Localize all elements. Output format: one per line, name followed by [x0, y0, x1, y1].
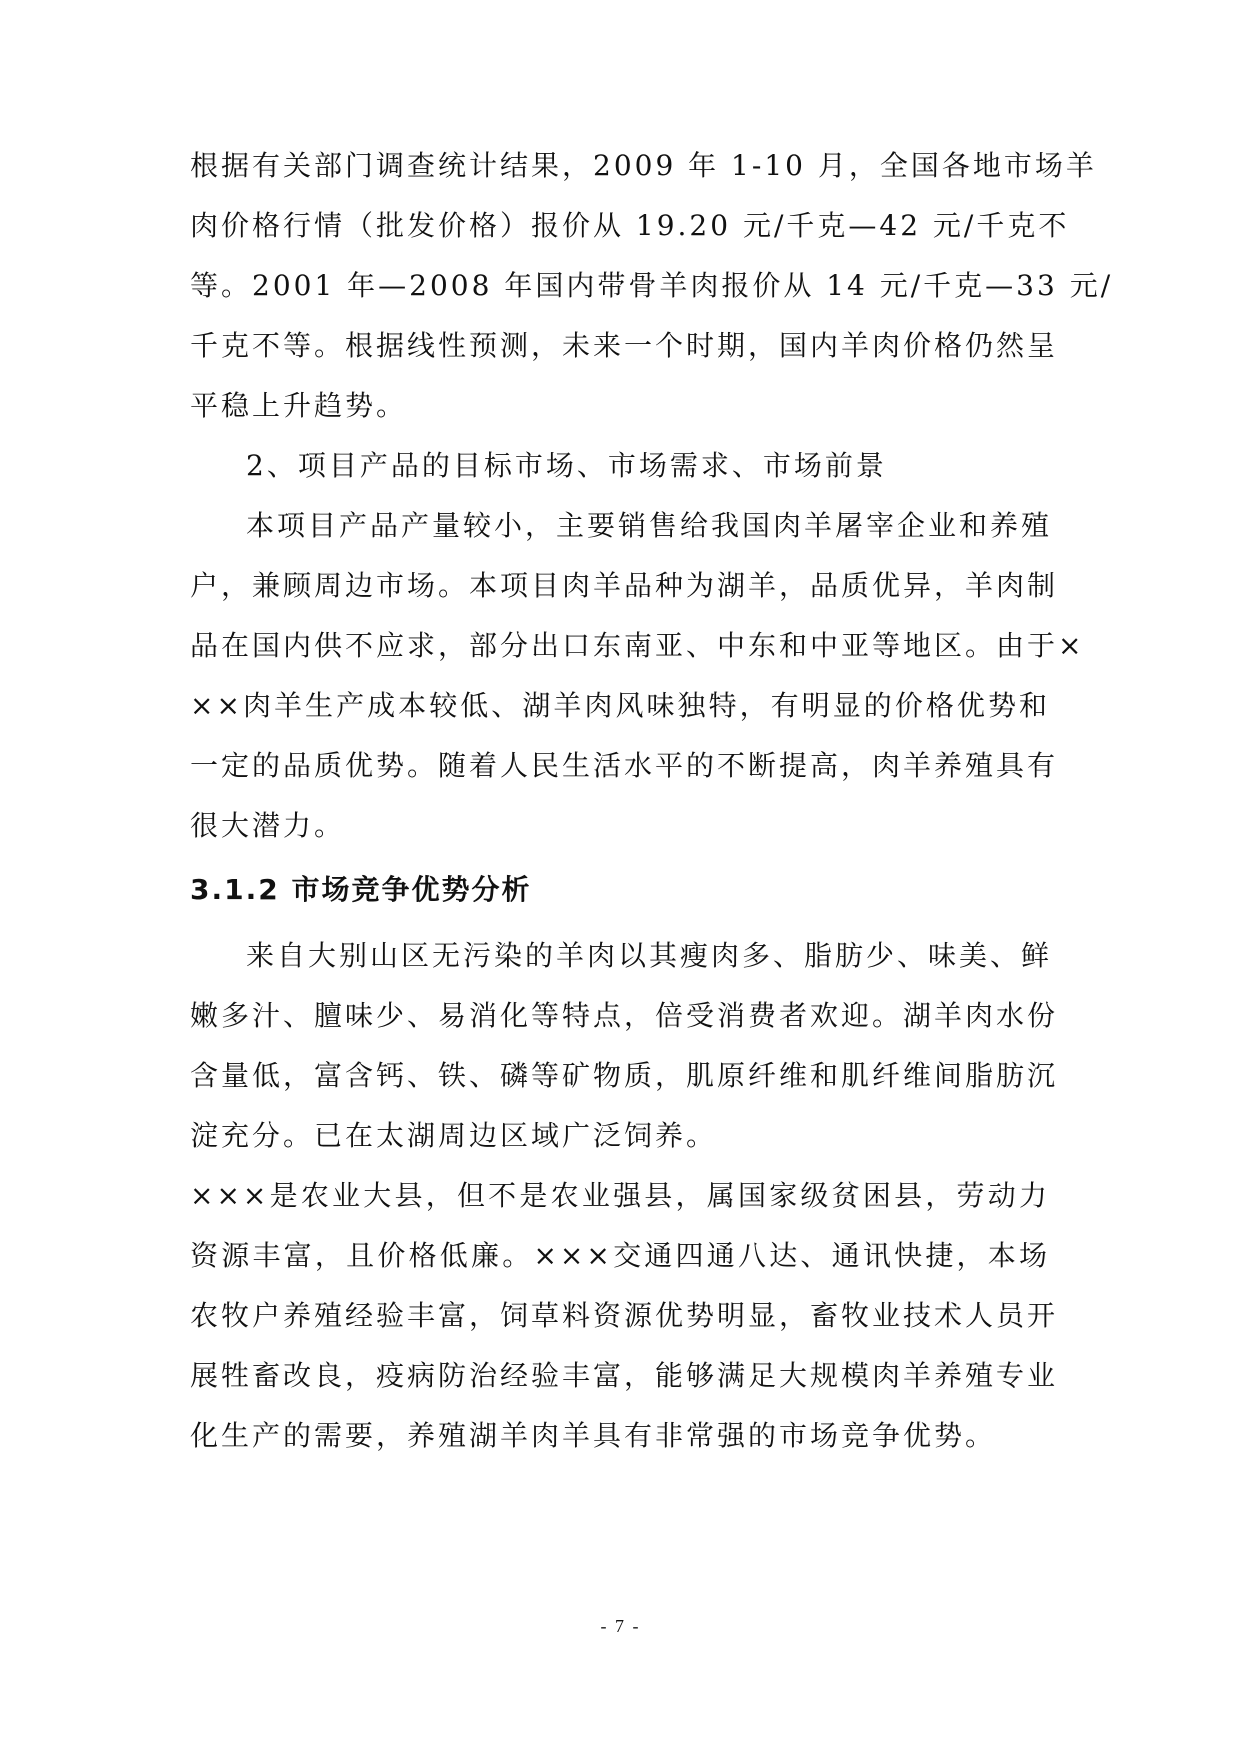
paragraph-line: 千克不等。根据线性预测，未来一个时期，国内羊肉价格仍然呈 — [190, 329, 1059, 362]
paragraph-line: 肉价格行情（批发价格）报价从 19.20 元/千克—42 元/千克不 — [190, 209, 1070, 242]
paragraph-line: 等。2001 年—2008 年国内带骨羊肉报价从 14 元/千克—33 元/ — [190, 269, 1114, 302]
paragraph-line: 嫩多汁、膻味少、易消化等特点，倍受消费者欢迎。湖羊肉水份 — [190, 999, 1059, 1032]
paragraph-line: 户，兼顾周边市场。本项目肉羊品种为湖羊，品质优异，羊肉制 — [190, 569, 1059, 602]
section-heading: 3.1.2 市场竞争优势分析 — [190, 873, 532, 906]
paragraph-line: 平稳上升趋势。 — [190, 389, 408, 422]
subsection-title: 2、项目产品的目标市场、市场需求、市场前景 — [246, 449, 887, 482]
paragraph-line: 资源丰富，且价格低廉。×××交通四通八达、通讯快捷，本场 — [190, 1239, 1050, 1272]
paragraph-line: ×××是农业大县，但不是农业强县，属国家级贫困县，劳动力 — [190, 1179, 1050, 1212]
paragraph-line: 农牧户养殖经验丰富，饲草料资源优势明显，畜牧业技术人员开 — [190, 1299, 1059, 1332]
paragraph-line: 品在国内供不应求，部分出口东南亚、中东和中亚等地区。由于× — [190, 629, 1085, 662]
paragraph-line: 本项目产品产量较小，主要销售给我国肉羊屠宰企业和养殖 — [246, 509, 1053, 542]
paragraph-line: 根据有关部门调查统计结果，2009 年 1-10 月，全国各地市场羊 — [190, 149, 1097, 182]
page-number: - 7 - — [600, 1616, 641, 1636]
paragraph-line: 淀充分。已在太湖周边区域广泛饲养。 — [190, 1119, 718, 1152]
paragraph-line: 展牲畜改良，疫病防治经验丰富，能够满足大规模肉羊养殖专业 — [190, 1359, 1059, 1392]
paragraph-line: 很大潜力。 — [190, 809, 346, 842]
paragraph-line: 化生产的需要，养殖湖羊肉羊具有非常强的市场竞争优势。 — [190, 1419, 997, 1452]
paragraph-line: 一定的品质优势。随着人民生活水平的不断提高，肉羊养殖具有 — [190, 749, 1059, 782]
paragraph-line: 含量低，富含钙、铁、磷等矿物质，肌原纤维和肌纤维间脂肪沉 — [190, 1059, 1059, 1092]
paragraph-line: ××肉羊生产成本较低、湖羊肉风味独特，有明显的价格优势和 — [190, 689, 1050, 722]
paragraph-line: 来自大别山区无污染的羊肉以其瘦肉多、脂肪少、味美、鲜 — [246, 939, 1053, 972]
